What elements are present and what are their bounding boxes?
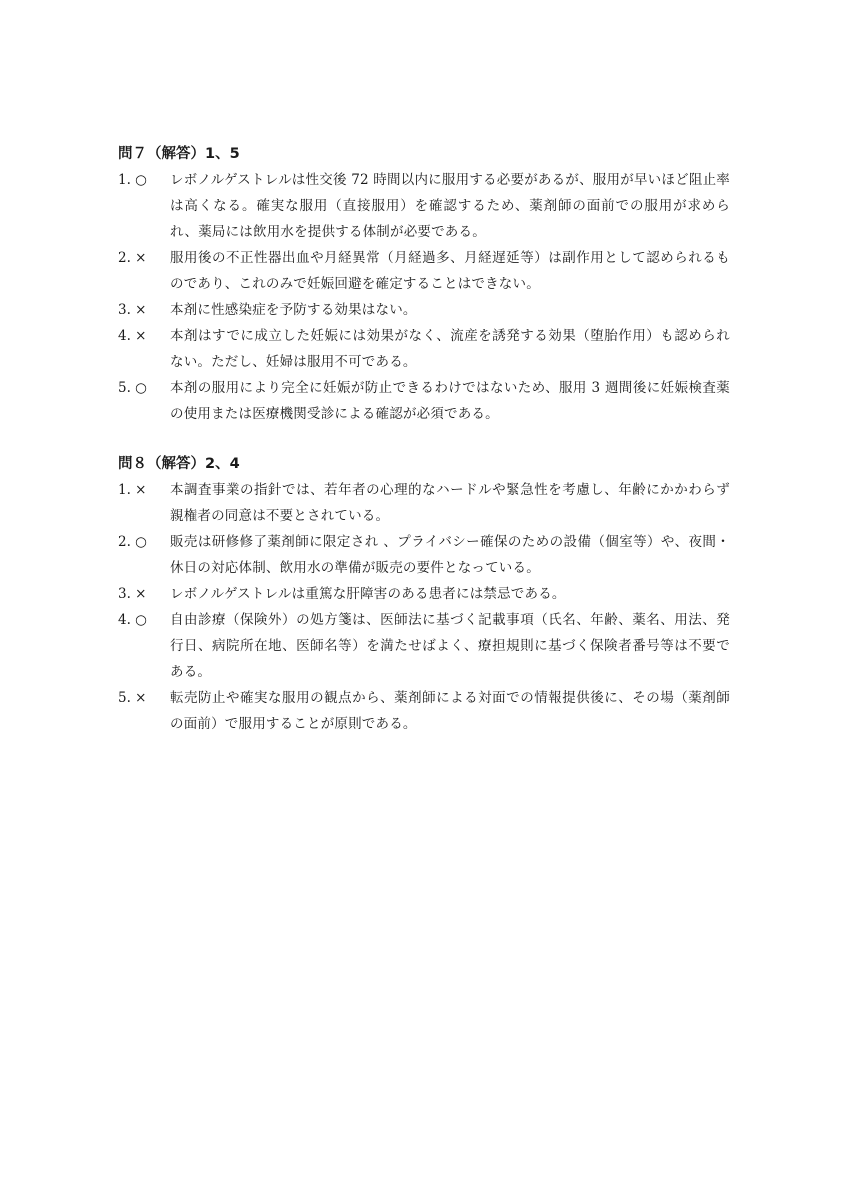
item-mark: 3. × [118, 302, 147, 318]
answer-item [118, 245, 730, 297]
item-mark: 1. ○ [118, 172, 147, 188]
answer-item [118, 581, 730, 607]
item-mark: 4. ○ [118, 612, 147, 628]
item-explanation: 本剤はすでに成立した妊娠には効果がなく、流産を誘発する効果（堕胎作用）も認められない。ただし、妊婦は服用不可である。 [170, 328, 730, 370]
answer-item [118, 297, 730, 323]
item-explanation: 自由診療（保険外）の処方箋は、医師法に基づく記載事項（氏名、年齢、薬名、用法、発行日、病院所在地、医師名等）を満たせばよく、療担規則に基づく保険者番号等は不要である。 [170, 612, 730, 680]
question-7-heading: 問７（解答）1、5 [118, 146, 240, 162]
item-mark: 4. × [118, 328, 147, 344]
answer-item [118, 167, 730, 245]
item-explanation: レボノルゲストレルは性交後 72 時間以内に服用する必要があるが、服用が早いほど阻止率は高くなる。確実な服用（直接服用）を確認するため、薬剤師の面前での服用が求められ、薬局には飲用水を提供する体制が必要である。 [170, 172, 730, 240]
answer-item [118, 375, 730, 427]
item-mark: 1. × [118, 482, 147, 498]
item-mark: 2. ○ [118, 534, 147, 550]
item-explanation: レボノルゲストレルは重篤な肝障害のある患者には禁忌である。 [170, 586, 566, 602]
item-mark: 5. ○ [118, 380, 147, 396]
item-explanation: 本剤に性感染症を予防する効果はない。 [170, 302, 417, 318]
item-explanation: 本剤の服用により完全に妊娠が防止できるわけではないため、服用 3 週間後に妊娠検査薬の使用または医療機関受診による確認が必須である。 [170, 380, 730, 422]
question-8-answer-section [118, 452, 730, 737]
answer-item [118, 323, 730, 375]
item-mark: 2. × [118, 250, 147, 266]
answer-item [118, 607, 730, 685]
question-8-heading: 問８（解答）2、4 [118, 456, 240, 472]
item-mark: 3. × [118, 586, 147, 602]
answer-item [118, 529, 730, 581]
item-explanation: 本調査事業の指針では、若年者の心理的なハードルや緊急性を考慮し、年齢にかかわらず親権者の同意は不要とされている。 [170, 482, 730, 524]
answer-item [118, 477, 730, 529]
question-7-answer-section [118, 142, 730, 427]
item-explanation: 服用後の不正性器出血や月経異常（月経過多、月経遅延等）は副作用として認められるものであり、これのみで妊娠回避を確定することはできない。 [170, 250, 730, 292]
item-mark: 5. × [118, 690, 147, 706]
item-explanation: 転売防止や確実な服用の観点から、薬剤師による対面での情報提供後に、その場（薬剤師の面前）で服用することが原則である。 [170, 690, 730, 732]
item-explanation: 販売は研修修了薬剤師に限定され 、プライバシー確保のための設備（個室等）や、夜間・休日の対応体制、飲用水の準備が販売の要件となっている。 [170, 534, 730, 576]
answer-item [118, 685, 730, 737]
